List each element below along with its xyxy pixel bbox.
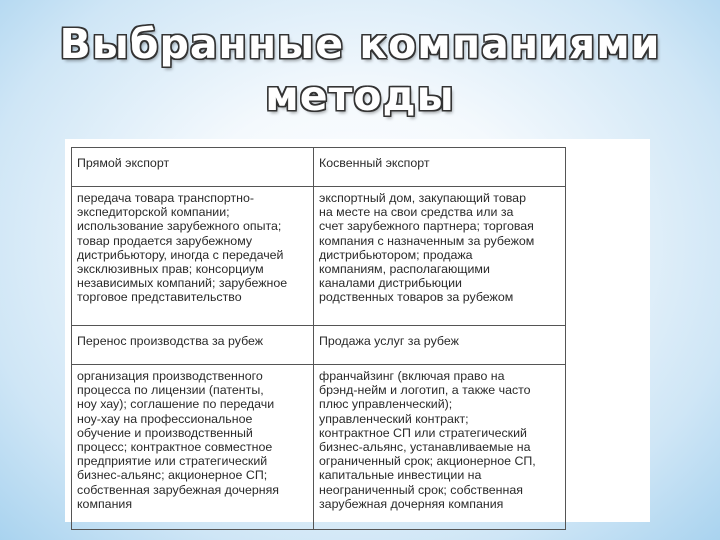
cell-services-abroad: франчайзинг (включая право на брэнд-нейм и логотип, а также часто плюс управленческий); управленческий контракт; контрактное СП или стратегический бизнес-альянс, устанавливаемые на ограниченный срок; акционерное СП, капитальные инвестиции на неограниченный срок; собственная зарубежная дочерняя компания [314, 365, 566, 530]
table-row [72, 148, 566, 187]
slide-title-line-2: методы [265, 72, 455, 120]
header-direct-export: Прямой экспорт [72, 148, 314, 187]
header-production-transfer: Перенос производства за рубеж [72, 326, 314, 365]
table-row [72, 365, 566, 530]
table-row [72, 187, 566, 326]
slide-title-line-1: Выбранные компаниями [59, 20, 661, 68]
methods-table [71, 147, 566, 530]
header-services-abroad: Продажа услуг за рубеж [314, 326, 566, 365]
slide-title [0, 18, 720, 122]
cell-indirect-export: экспортный дом, закупающий товар на месте на свои средства или за счет зарубежного партнера; торговая компания с назначенным за рубежом дистрибьютором; продажа компаниям, располагающими каналами дистрибьюции родственных товаров за рубежом [314, 187, 566, 326]
document-sheet [65, 139, 650, 522]
cell-production-transfer: организация производственного процесса по лицензии (патенты, ноу хау); соглашение по передачи ноу-хау на профессиональное обучение и производственный процесс; контрактное совместное предприятие или стратегический бизнес-альянс; акционерное СП; собственная зарубежная дочерняя компания [72, 365, 314, 530]
table-row [72, 326, 566, 365]
cell-direct-export: передача товара транспортно- экспедиторской компании; использование зарубежного опыта; товар продается зарубежному дистрибьютору, иногда с передачей эксклюзивных прав; консорциум независимых компаний; зарубежное торговое представительство [72, 187, 314, 326]
header-indirect-export: Косвенный экспорт [314, 148, 566, 187]
